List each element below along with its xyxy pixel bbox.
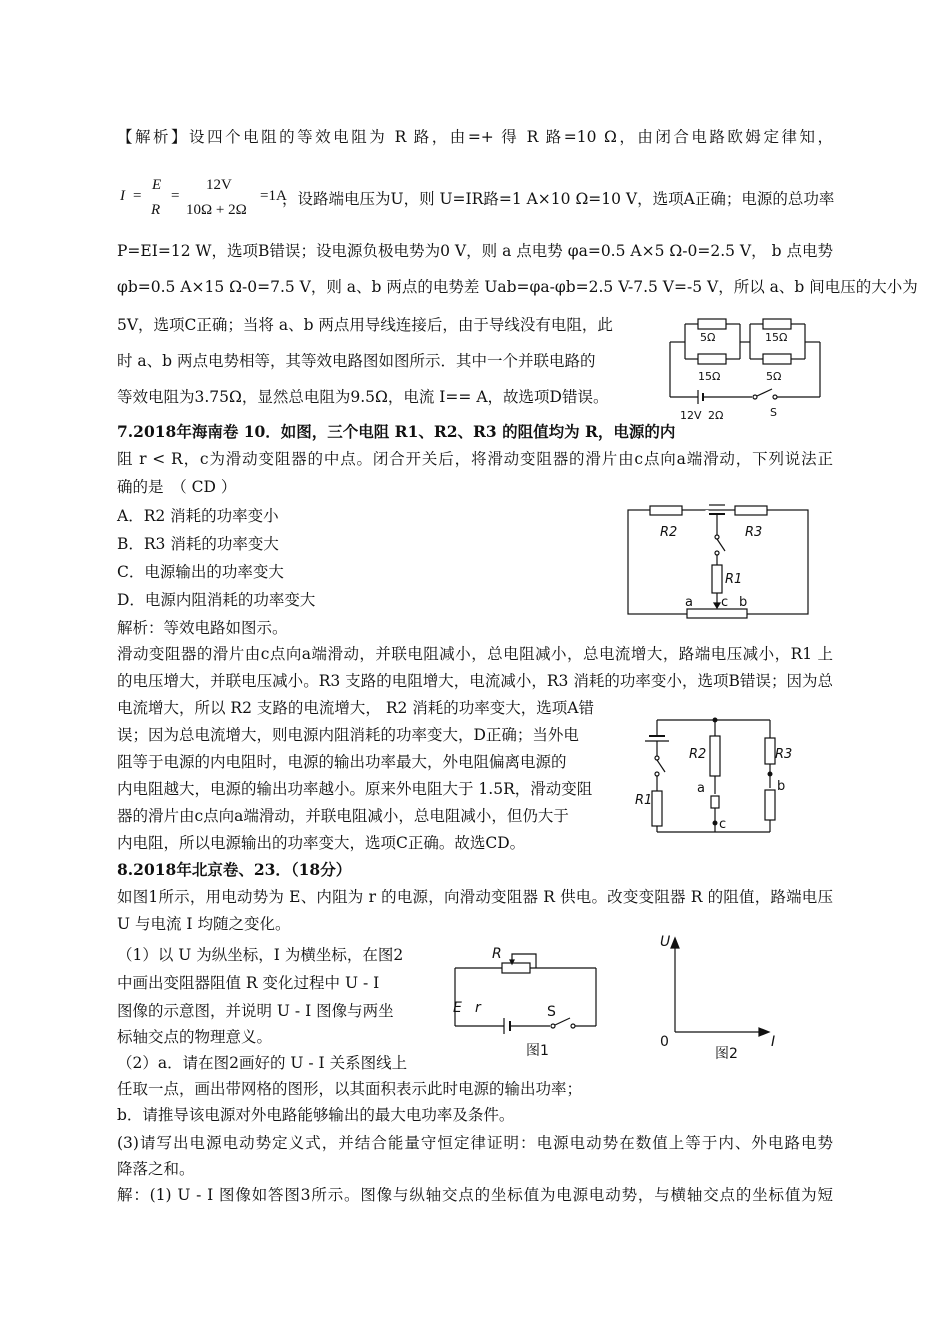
resistor-label: 5Ω: [766, 370, 782, 383]
text-line: （1）以 U 为纵坐标，I 为横坐标，在图2: [117, 946, 404, 964]
text-line: 阻等于电源的内电阻时，电源的输出功率最大，外电阻偏离电源的: [117, 753, 567, 771]
origin-label: 0: [660, 1034, 669, 1050]
internal-resistance-label: r: [475, 1000, 481, 1016]
resistor-r1-label: R1: [725, 572, 743, 587]
text-line: 5V，选项C正确；当将 a、b 两点用导线连接后，由于导线没有电阻，此: [117, 316, 613, 334]
text-line: 如图1所示，用电动势为 E、内阻为 r 的电源，向滑动变阻器 R 供电。改变变阻器 R 的阻值，路端电压: [117, 888, 833, 906]
switch-label: S: [547, 1004, 556, 1020]
resistor-label: 15Ω: [698, 370, 721, 383]
text-line: 解析：等效电路如图示。: [117, 619, 288, 637]
equivalent-circuit-diagram-2: [635, 716, 793, 836]
terminal-a-label: a: [685, 595, 693, 610]
resistor-r1-label: R1: [635, 793, 653, 808]
rheostat-label: R: [492, 946, 502, 962]
figure-caption: 图1: [526, 1043, 549, 1059]
text-line: b．请推导该电源对外电路能够输出的最大电功率及条件。: [117, 1106, 515, 1124]
option-a: A．R2 消耗的功率变小: [117, 507, 279, 525]
question-heading: 7.2018年海南卷 10．如图，三个电阻 R1、R2、R3 的阻值均为 R，电源的内: [117, 422, 676, 441]
text-line: 器的滑片由c点向a端滑动，并联电阻减小，总电阻减小，但仍大于: [117, 807, 569, 825]
text-line: 误；因为总电流增大，则电源内阻消耗的功率变大，D正确；当外电: [117, 726, 579, 744]
text-line: 阻 r < R，c为滑动变阻器的中点。闭合开关后，将滑动变阻器的滑片由c点向a端滑动，下列说法正: [117, 450, 833, 468]
option-d: D．电源内阻消耗的功率变大: [117, 591, 316, 609]
text-line: 降落之和。: [117, 1160, 195, 1178]
text-line: 中画出变阻器阻值 R 变化过程中 U - I: [117, 974, 380, 992]
text-line: φb=0.5 A×15 Ω-0=7.5 V，则 a、b 两点的电势差 Uab=φa-φb=2.5 V-7.5 V=-5 V，所以 a、b 间电压的大小为: [117, 278, 918, 296]
i-axis-label: I: [771, 1034, 776, 1050]
text-line: 时 a、b 两点电势相等，其等效电路图如图所示．其中一个并联电路的: [117, 352, 596, 370]
formula-denominator: 10Ω + 2Ω: [186, 202, 247, 218]
text-line: （2）a．请在图2画好的 U - I 关系图线上: [117, 1054, 408, 1072]
resistor-r2-label: R2: [660, 525, 678, 540]
formula-eq: =: [133, 188, 142, 204]
text-line: U 与电流 I 均随之变化。: [117, 915, 291, 933]
formula-denominator: R: [151, 202, 161, 218]
resistor-r3-label: R3: [775, 747, 793, 762]
question-heading: 8.2018年北京卷、23．（18分）: [117, 860, 352, 879]
resistor-r3-label: R3: [745, 525, 763, 540]
text-line: 任取一点，画出带网格的图形，以其面积表示此时电源的输出功率；: [117, 1080, 583, 1098]
text-line: 确的是 （ CD ）: [117, 478, 237, 496]
text-line: 电流增大，所以 R2 支路的电流增大， R2 消耗的功率变大，选项A错: [117, 699, 594, 717]
text-line: 解：(1) U - I 图像如答图3所示。图像与纵轴交点的坐标值为电源电动势，与横轴交点的坐标值为短: [117, 1186, 833, 1204]
resistor-label: 5Ω: [700, 331, 716, 344]
text-line: 内电阻越大，电源的输出功率越小。原来外电阻大于 1.5R，滑动变阻: [117, 780, 593, 798]
formula-numerator: E: [152, 177, 162, 193]
resistor-r2-label: R2: [689, 747, 707, 762]
option-b: B．R3 消耗的功率变大: [117, 535, 279, 553]
text-line: 内电阻，所以电源输出的功率变大，选项C正确。故选CD。: [117, 834, 526, 852]
text-line: 等效电阻为3.75Ω，显然总电阻为9.5Ω，电流 I== A，故选项D错误。: [117, 388, 609, 406]
text-line: 的电压增大，并联电压减小。R3 支路的电阻增大，电流减小，R3 消耗的功率变小，选项B错误；因为总: [117, 672, 833, 690]
formula-lhs: I: [120, 188, 125, 204]
formula-result: =1A: [260, 188, 287, 204]
text-line: 滑动变阻器的滑片由c点向a端滑动，并联电阻减小，总电阻减小，总电流增大，路端电压减小，R1 上: [117, 645, 833, 663]
terminal-c-label: c: [721, 595, 729, 610]
switch-label: S: [770, 406, 777, 419]
rheostat-circuit-diagram: [625, 505, 815, 615]
node-b-label: b: [777, 779, 786, 794]
text-line: 图像的示意图，并说明 U - I 图像与两坐: [117, 1002, 394, 1020]
u-axis-label: U: [660, 934, 671, 950]
internal-resistance-label: 2Ω: [708, 409, 724, 422]
terminal-b-label: b: [739, 595, 748, 610]
emf-label: 12V: [680, 409, 702, 422]
text-line: (3)请写出电源电动势定义式，并结合能量守恒定律证明：电源电动势在数值上等于内、外电路电势: [117, 1134, 833, 1152]
text-line: ，设路端电压为U，则 U=IR路=1 A×10 Ω=10 V，选项A正确；电源的总功率: [282, 190, 835, 208]
option-c: C．电源输出的功率变大: [117, 563, 284, 581]
figure-caption: 图2: [715, 1046, 738, 1062]
figure-1-circuit: [450, 944, 610, 1064]
text-line: 标轴交点的物理意义。: [117, 1028, 273, 1046]
node-c-label: c: [719, 817, 727, 832]
formula-numerator: 12V: [206, 177, 232, 193]
formula-eq: =: [171, 188, 180, 204]
figure-2-axes: [655, 932, 795, 1062]
text-line: 【解析】设四个电阻的等效电阻为 R 路，由=+ 得 R 路=10 Ω，由闭合电路欧姆定律知，: [117, 128, 833, 146]
equivalent-circuit-diagram: [660, 312, 830, 422]
resistor-label: 15Ω: [765, 331, 788, 344]
emf-label: E: [453, 1000, 462, 1016]
node-a-label: a: [697, 781, 705, 796]
text-line: P=EI=12 W，选项B错误；设电源负极电势为0 V，则 a 点电势 φa=0.5 A×5 Ω-0=2.5 V， b 点电势: [117, 242, 833, 260]
